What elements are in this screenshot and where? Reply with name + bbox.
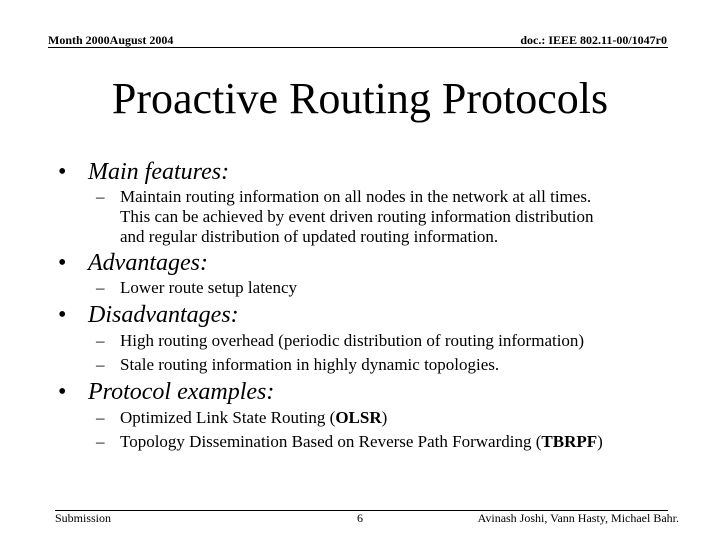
slide-header-right: doc.: IEEE 802.11-00/1047r0 — [520, 33, 667, 47]
sub-bullet — [96, 408, 387, 428]
slide-title: Proactive Routing Protocols — [111, 74, 609, 123]
sub-bullet — [96, 432, 603, 452]
sub-bullet-text: ) — [597, 432, 603, 451]
protocol-acronym: OLSR — [335, 408, 382, 427]
bullet-icon: • — [58, 379, 67, 405]
sub-bullet-text: Topology Dissemination Based on Reverse Path Forwarding ( — [120, 432, 542, 451]
dash-icon: – — [96, 355, 105, 374]
footer-authors: Avinash Joshi, Vann Hasty, Michael Bahr. — [477, 511, 679, 525]
sub-bullet — [96, 331, 584, 351]
bullet-heading: Main features: — [88, 159, 230, 185]
bullet-main-features — [58, 159, 229, 185]
dash-icon: – — [96, 408, 105, 427]
sub-bullet — [96, 355, 499, 375]
bullet-advantages — [58, 250, 208, 276]
sub-bullet-line: Lower route setup latency — [120, 278, 298, 297]
bullet-icon: • — [58, 250, 67, 276]
sub-bullet-text: ) — [381, 408, 388, 427]
bullet-icon: • — [58, 159, 67, 185]
dash-icon: – — [96, 278, 105, 297]
sub-bullet — [96, 187, 594, 247]
sub-bullet-line: High routing overhead (periodic distribution of routing information) — [120, 331, 585, 350]
sub-bullet-line: Maintain routing information on all nodes in the network at all times. — [120, 187, 592, 206]
dash-icon: – — [96, 432, 105, 451]
bullet-heading: Disadvantages: — [88, 302, 239, 328]
bullet-heading: Advantages: — [88, 250, 208, 276]
protocol-acronym: TBRPF — [541, 432, 598, 451]
sub-bullet — [96, 278, 297, 298]
sub-bullet-line: This can be achieved by event driven routing information distribution — [120, 207, 594, 226]
bullet-heading: Protocol examples: — [88, 379, 275, 405]
sub-bullet-line: Stale routing information in highly dynamic topologies. — [120, 355, 500, 374]
bullet-icon: • — [58, 302, 67, 328]
bullet-protocol-examples — [58, 379, 274, 405]
sub-bullet-text: Optimized Link State Routing ( — [120, 408, 336, 427]
footer-submission: Submission — [55, 511, 112, 525]
dash-icon: – — [96, 331, 105, 350]
dash-icon: – — [96, 187, 105, 206]
footer-page-number: 6 — [357, 511, 363, 525]
sub-bullet-line: and regular distribution of updated routing information. — [120, 227, 499, 246]
slide-header-left: Month 2000August 2004 — [48, 33, 174, 47]
bullet-disadvantages — [58, 302, 239, 328]
